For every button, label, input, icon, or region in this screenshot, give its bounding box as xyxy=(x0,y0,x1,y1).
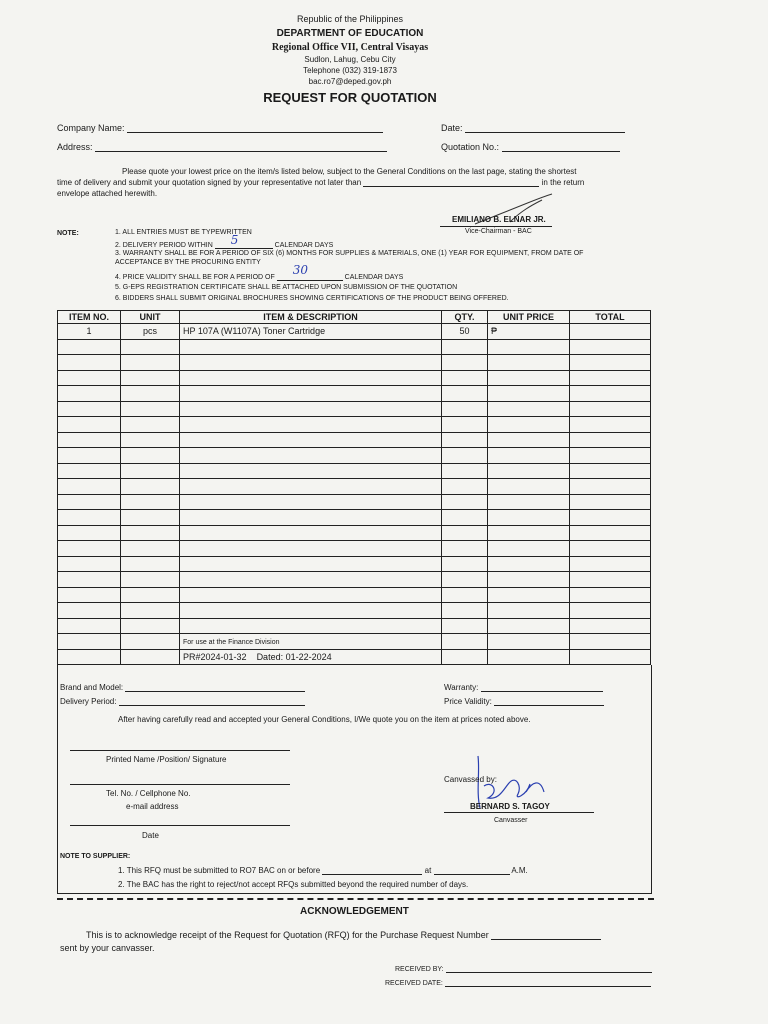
table-row xyxy=(58,386,651,402)
table-header-row xyxy=(58,311,651,324)
header-telephone: Telephone (032) 319-1873 xyxy=(303,66,397,75)
table-cell[interactable] xyxy=(488,386,570,402)
table-cell[interactable] xyxy=(58,525,121,541)
cell-description: HP 107A (W1107A) Toner Cartridge xyxy=(180,324,442,340)
cell-total[interactable] xyxy=(570,324,651,340)
table-cell[interactable] xyxy=(488,355,570,371)
cell-item-no: 1 xyxy=(58,324,121,340)
table-cell[interactable] xyxy=(121,525,180,541)
table-cell xyxy=(442,649,488,665)
header-address: Sudlon, Lahug, Cebu City xyxy=(304,55,396,64)
table-row xyxy=(58,587,651,603)
table-cell[interactable] xyxy=(180,618,442,634)
header-republic: Republic of the Philippines xyxy=(296,14,404,24)
pr-dated: Dated: 01-22-2024 xyxy=(256,651,332,662)
signature-line[interactable] xyxy=(70,750,290,751)
quotation-no-field[interactable] xyxy=(441,141,620,152)
table-cell[interactable] xyxy=(121,386,180,402)
table-cell[interactable] xyxy=(180,510,442,526)
table-row xyxy=(58,541,651,557)
table-cell[interactable] xyxy=(442,541,488,557)
table-row xyxy=(58,463,651,479)
address-label: Address: xyxy=(57,142,93,152)
table-cell[interactable] xyxy=(570,355,651,371)
delivery-period-field[interactable]: Delivery Period: xyxy=(60,697,305,706)
received-by-field[interactable]: RECEIVED BY: xyxy=(395,965,652,973)
table-cell xyxy=(121,649,180,665)
table-cell[interactable] xyxy=(121,339,180,355)
table-row xyxy=(58,572,651,588)
table-cell[interactable] xyxy=(121,432,180,448)
table-cell[interactable] xyxy=(58,417,121,433)
cell-qty: 50 xyxy=(442,324,488,340)
intro-line2: time of delivery and submit your quotation signed by your representative not later than in the return xyxy=(57,178,585,187)
table-cell[interactable] xyxy=(58,603,121,619)
table-cell[interactable] xyxy=(488,603,570,619)
brand-model-field[interactable]: Brand and Model: xyxy=(60,683,305,692)
table-cell[interactable] xyxy=(442,556,488,572)
table-cell[interactable] xyxy=(488,510,570,526)
price-validity-value: 30 xyxy=(292,263,308,277)
table-cell[interactable] xyxy=(58,448,121,464)
table-cell[interactable] xyxy=(488,448,570,464)
table-cell[interactable] xyxy=(488,339,570,355)
table-cell[interactable] xyxy=(488,494,570,510)
table-cell[interactable] xyxy=(121,603,180,619)
table-cell[interactable] xyxy=(442,463,488,479)
table-cell[interactable] xyxy=(488,541,570,557)
canvasser-name: BERNARD S. TAGOY xyxy=(470,802,550,811)
table-row xyxy=(58,401,651,417)
table-cell[interactable] xyxy=(488,618,570,634)
col-item-no: ITEM NO. xyxy=(58,311,121,324)
table-row-finance xyxy=(58,634,651,650)
table-cell[interactable] xyxy=(58,339,121,355)
table-cell[interactable] xyxy=(442,572,488,588)
tel-line[interactable] xyxy=(70,784,290,785)
table-cell xyxy=(58,649,121,665)
table-cell[interactable] xyxy=(58,432,121,448)
table-cell[interactable] xyxy=(570,618,651,634)
table-cell[interactable] xyxy=(488,463,570,479)
table-cell[interactable] xyxy=(58,355,121,371)
pr-number-cell xyxy=(180,649,442,665)
company-name-field[interactable] xyxy=(57,122,383,133)
table-cell[interactable] xyxy=(121,572,180,588)
table-cell[interactable] xyxy=(180,370,442,386)
col-description: ITEM & DESCRIPTION xyxy=(180,311,442,324)
acknowledgement-line2: sent by your canvasser. xyxy=(60,943,155,953)
table-cell[interactable] xyxy=(180,603,442,619)
table-row xyxy=(58,525,651,541)
table-cell[interactable] xyxy=(488,432,570,448)
table-cell xyxy=(570,634,651,650)
cut-line xyxy=(57,898,654,900)
table-cell[interactable] xyxy=(488,525,570,541)
table-cell xyxy=(570,649,651,665)
header-regional-office: Regional Office VII, Central Visayas xyxy=(271,42,429,53)
table-cell[interactable] xyxy=(58,370,121,386)
table-cell[interactable] xyxy=(442,401,488,417)
table-cell[interactable] xyxy=(121,463,180,479)
printed-name-label: Printed Name /Position/ Signature xyxy=(106,755,227,764)
table-cell[interactable] xyxy=(180,386,442,402)
header-email: bac.ro7@deped.gov.ph xyxy=(308,77,392,86)
table-cell[interactable] xyxy=(570,572,651,588)
table-cell[interactable] xyxy=(442,479,488,495)
acceptance-statement: After having carefully read and accepted your General Conditions, I/We quote you on the item at prices noted above. xyxy=(118,715,531,724)
table-cell[interactable] xyxy=(121,355,180,371)
note-to-supplier-2: 2. The BAC has the right to reject/not accept RFQs submitted beyond the required number of days. xyxy=(118,880,469,889)
table-cell[interactable] xyxy=(570,525,651,541)
table-cell[interactable] xyxy=(488,572,570,588)
table-cell[interactable] xyxy=(180,417,442,433)
table-cell xyxy=(488,649,570,665)
table-cell[interactable] xyxy=(442,386,488,402)
table-cell[interactable] xyxy=(121,370,180,386)
table-cell[interactable] xyxy=(58,494,121,510)
col-total: TOTAL xyxy=(570,311,651,324)
canvassed-by-label: Canvassed by: xyxy=(444,775,497,784)
table-cell[interactable] xyxy=(570,432,651,448)
table-cell xyxy=(121,634,180,650)
table-cell[interactable] xyxy=(180,541,442,557)
table-cell[interactable] xyxy=(58,401,121,417)
table-cell[interactable] xyxy=(570,587,651,603)
table-cell[interactable] xyxy=(442,355,488,371)
delivery-days-value: 5 xyxy=(230,233,239,247)
cell-unit: pcs xyxy=(121,324,180,340)
table-cell[interactable] xyxy=(180,556,442,572)
table-cell[interactable] xyxy=(121,401,180,417)
col-unit: UNIT xyxy=(121,311,180,324)
table-cell[interactable] xyxy=(570,401,651,417)
table-cell[interactable] xyxy=(570,370,651,386)
acknowledgement-title: ACKNOWLEDGEMENT xyxy=(300,906,409,917)
table-cell[interactable] xyxy=(180,448,442,464)
table-cell[interactable] xyxy=(58,572,121,588)
table-cell[interactable] xyxy=(180,401,442,417)
date-field[interactable] xyxy=(441,122,625,133)
canvasser-role: Canvasser xyxy=(494,817,528,824)
table-cell[interactable] xyxy=(442,494,488,510)
table-cell[interactable] xyxy=(58,510,121,526)
table-cell[interactable] xyxy=(570,494,651,510)
table-cell[interactable] xyxy=(58,541,121,557)
finance-note: For use at the Finance Division xyxy=(180,634,442,650)
table-cell[interactable] xyxy=(121,448,180,464)
note-6: 6. BIDDERS SHALL SUBMIT ORIGINAL BROCHURES SHOWING CERTIFICATIONS OF THE PRODUCT BEING OFFERED. xyxy=(115,295,509,302)
table-cell[interactable] xyxy=(442,448,488,464)
table-cell[interactable] xyxy=(570,417,651,433)
table-cell[interactable] xyxy=(570,448,651,464)
table-cell[interactable] xyxy=(121,618,180,634)
bac-signatory-name: EMILIANO B. ELNAR JR. xyxy=(452,215,546,224)
table-row xyxy=(58,618,651,634)
table-cell[interactable] xyxy=(180,494,442,510)
email-label: e-mail address xyxy=(126,802,179,811)
table-cell[interactable] xyxy=(570,339,651,355)
table-row xyxy=(58,355,651,371)
table-cell[interactable] xyxy=(121,479,180,495)
table-cell[interactable] xyxy=(442,618,488,634)
table-cell[interactable] xyxy=(58,463,121,479)
table-cell[interactable] xyxy=(121,494,180,510)
pr-number: PR#2024-01-32 xyxy=(183,651,247,662)
table-cell[interactable] xyxy=(180,587,442,603)
table-cell[interactable] xyxy=(121,587,180,603)
table-cell xyxy=(488,634,570,650)
table-cell[interactable] xyxy=(442,432,488,448)
note-to-supplier-label: NOTE TO SUPPLIER: xyxy=(60,853,131,860)
table-row-pr xyxy=(58,649,651,665)
note-label: NOTE: xyxy=(57,230,79,237)
acknowledgement-line1: This is to acknowledge receipt of the Request for Quotation (RFQ) for the Purchase Request Number xyxy=(86,930,601,940)
note-2: 2. DELIVERY PERIOD WITHIN 5 CALENDAR DAYS xyxy=(115,233,334,249)
bac-signatory-position: Vice-Chairman - BAC xyxy=(465,228,532,235)
table-cell[interactable] xyxy=(570,603,651,619)
table-row xyxy=(58,448,651,464)
table-cell[interactable] xyxy=(180,525,442,541)
intro-line3: envelope attached herewith. xyxy=(57,189,158,198)
date-label-supplier: Date xyxy=(142,831,159,840)
intro-line1: Please quote your lowest price on the item/s listed below, subject to the General Conditions on the last page, stating the shortest xyxy=(122,167,577,176)
received-date-field[interactable]: RECEIVED DATE: xyxy=(385,979,651,987)
cell-unit-price[interactable]: ₱ xyxy=(488,324,570,340)
table-cell[interactable] xyxy=(488,556,570,572)
table-row xyxy=(58,432,651,448)
company-name-label: Company Name: xyxy=(57,123,125,133)
table-cell[interactable] xyxy=(570,541,651,557)
table-row xyxy=(58,324,651,340)
header-department: DEPARTMENT OF EDUCATION xyxy=(276,28,424,39)
table-row xyxy=(58,603,651,619)
table-cell[interactable] xyxy=(442,370,488,386)
table-cell[interactable] xyxy=(442,603,488,619)
table-cell[interactable] xyxy=(570,556,651,572)
table-cell[interactable] xyxy=(180,339,442,355)
table-cell[interactable] xyxy=(180,479,442,495)
note-4: 4. PRICE VALIDITY SHALL BE FOR A PERIOD OF 30 CALENDAR DAYS xyxy=(115,263,404,281)
note-1: 1. ALL ENTRIES MUST BE TYPEWRITTEN xyxy=(115,229,252,236)
table-cell[interactable] xyxy=(58,479,121,495)
table-cell[interactable] xyxy=(121,556,180,572)
table-cell xyxy=(58,634,121,650)
price-validity-field[interactable]: Price Validity: xyxy=(444,697,604,706)
table-row xyxy=(58,494,651,510)
table-row xyxy=(58,556,651,572)
table-cell[interactable] xyxy=(180,355,442,371)
table-cell[interactable] xyxy=(442,587,488,603)
table-cell[interactable] xyxy=(442,510,488,526)
table-row xyxy=(58,417,651,433)
table-cell[interactable] xyxy=(442,417,488,433)
table-cell[interactable] xyxy=(58,618,121,634)
tel-label: Tel. No. / Cellphone No. xyxy=(106,789,191,798)
table-cell[interactable] xyxy=(180,572,442,588)
date-line[interactable] xyxy=(70,825,290,826)
table-cell[interactable] xyxy=(488,479,570,495)
table-cell[interactable] xyxy=(570,386,651,402)
table-cell[interactable] xyxy=(488,417,570,433)
table-cell[interactable] xyxy=(121,417,180,433)
table-cell[interactable] xyxy=(488,370,570,386)
table-cell xyxy=(442,634,488,650)
table-row xyxy=(58,479,651,495)
table-cell[interactable] xyxy=(570,510,651,526)
table-row xyxy=(58,339,651,355)
address-field[interactable] xyxy=(57,141,387,152)
date-label: Date: xyxy=(441,123,463,133)
quotation-no-label: Quotation No.: xyxy=(441,142,500,152)
table-cell[interactable] xyxy=(180,463,442,479)
table-row xyxy=(58,510,651,526)
table-cell[interactable] xyxy=(58,587,121,603)
page-title: REQUEST FOR QUOTATION xyxy=(263,90,437,105)
table-cell[interactable] xyxy=(121,541,180,557)
col-qty: QTY. xyxy=(442,311,488,324)
items-table xyxy=(57,310,651,665)
note-3a: 3. WARRANTY SHALL BE FOR A PERIOD OF SIX (6) MONTHS FOR SUPPLIES & MATERIALS, ONE (1) YEAR FOR EQUIPMENT, FROM DATE OF xyxy=(115,250,584,257)
table-row xyxy=(58,370,651,386)
note-to-supplier-1: 1. This RFQ must be submitted to RO7 BAC on or before at A.M. xyxy=(118,866,528,875)
warranty-field[interactable]: Warranty: xyxy=(444,683,603,692)
table-cell[interactable] xyxy=(180,432,442,448)
table-cell[interactable] xyxy=(58,386,121,402)
table-cell[interactable] xyxy=(442,339,488,355)
table-cell[interactable] xyxy=(442,525,488,541)
table-cell[interactable] xyxy=(488,587,570,603)
table-cell[interactable] xyxy=(570,479,651,495)
table-cell[interactable] xyxy=(488,401,570,417)
table-cell[interactable] xyxy=(121,510,180,526)
table-cell[interactable] xyxy=(58,556,121,572)
note-3b: ACCEPTANCE BY THE PROCURING ENTITY xyxy=(115,259,261,266)
note-5: 5. G-EPS REGISTRATION CERTIFICATE SHALL BE ATTACHED UPON SUBMISSION OF THE QUOTATION xyxy=(115,284,458,291)
table-cell[interactable] xyxy=(570,463,651,479)
col-unit-price: UNIT PRICE xyxy=(488,311,570,324)
